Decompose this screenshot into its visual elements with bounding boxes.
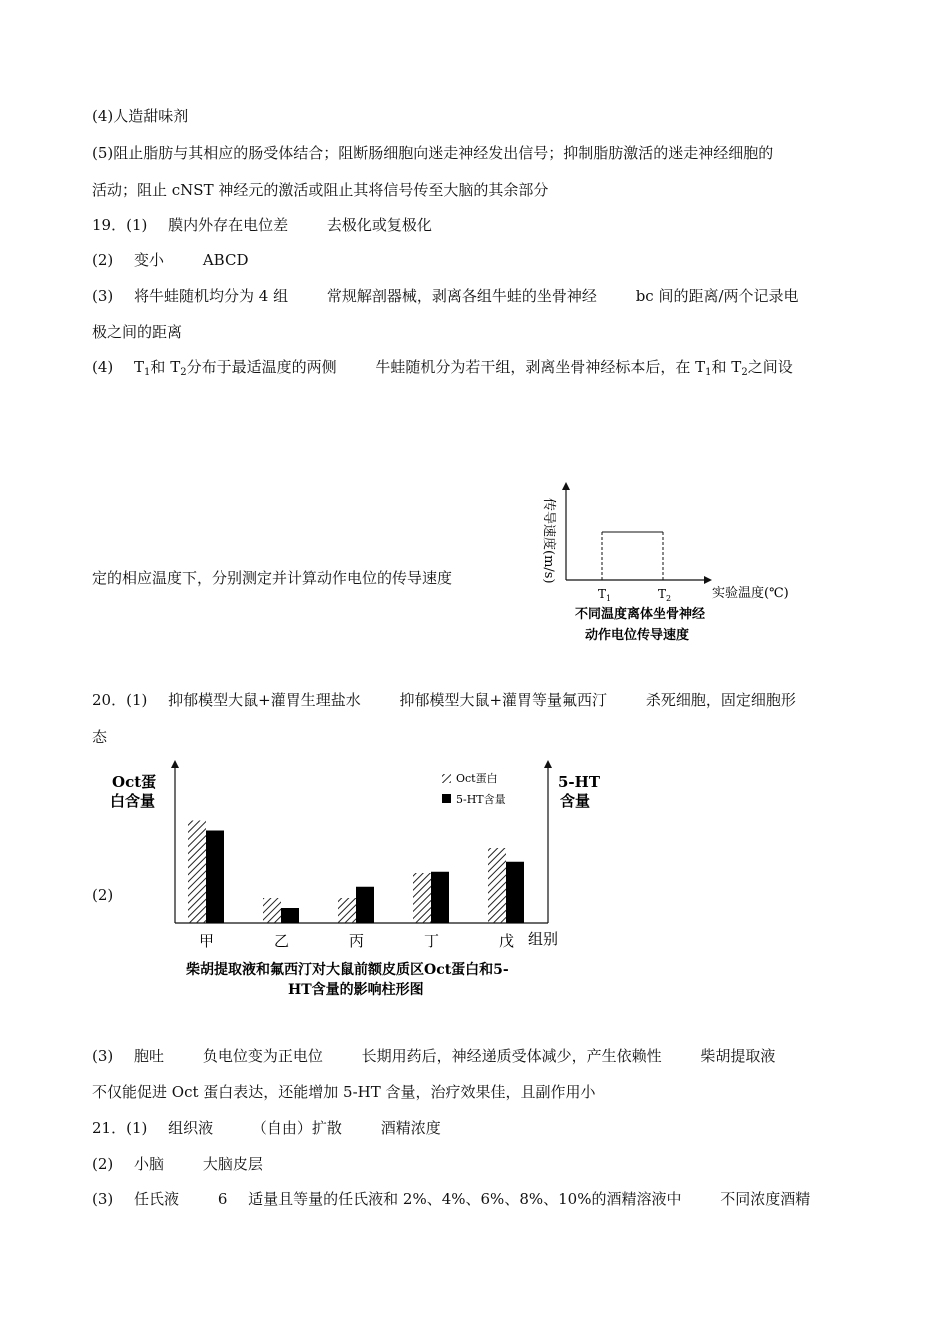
chart-title-2: HT含量的影响柱形图 — [288, 982, 424, 998]
answer-text: 分布于最适温度的两侧 — [186, 358, 337, 376]
subscript: 2 — [741, 367, 748, 378]
part-number: (2) — [92, 1155, 114, 1173]
category-label: 乙 — [274, 932, 290, 950]
answer-text: 6 — [217, 1190, 228, 1208]
t2-label: $T_2$ — [658, 587, 672, 603]
bar-5ht-4 — [506, 862, 524, 923]
x-axis-arrow — [704, 576, 712, 584]
bar-5ht-1 — [281, 908, 299, 923]
legend-oct-label: Oct蛋白 — [456, 772, 498, 785]
answer-text: 大脑皮层 — [202, 1155, 263, 1173]
right-y-label-2: 含量 — [560, 792, 591, 810]
bar-5ht-0 — [206, 831, 224, 924]
answer-text: 膜内外存在电位差 — [168, 216, 289, 234]
bar-oct-3 — [413, 873, 431, 923]
answer-19-4 — [92, 357, 793, 383]
answer-text: 抑郁模型大鼠+灌胃等量氟西汀 — [399, 691, 608, 709]
answer-text: （自由）扩散 — [251, 1119, 342, 1137]
answer-text: 胞吐 — [134, 1047, 165, 1065]
question-number: 19．(1) — [92, 216, 148, 234]
bar-5ht-3 — [431, 872, 449, 923]
left-y-label-1: Oct蛋 — [112, 773, 157, 791]
graph-caption-1: 不同温度离体坐骨神经 — [575, 607, 706, 622]
answer-text: bc 间的距离/两个记录电 — [635, 287, 799, 305]
subscript: 1 — [144, 367, 151, 378]
bar-oct-1 — [263, 898, 281, 923]
answer-20-3-cont: 不仅能促进 Oct 蛋白表达，还能增加 5-HT 含量，治疗效果佳，且副作用小 — [92, 1083, 596, 1101]
left-y-label-2: 白含量 — [110, 792, 156, 810]
part-number: (4) — [92, 358, 114, 376]
left-axis-arrow — [171, 760, 179, 768]
answer-text: 变小 — [134, 251, 165, 269]
answer-19-3-cont: 极之间的距离 — [92, 323, 183, 341]
answer-text: 常规解剖器械，剥离各组牛蛙的坐骨神经 — [326, 287, 597, 305]
chart-title-1: 柴胡提取液和氟西汀对大鼠前额皮质区Oct蛋白和5- — [186, 962, 509, 978]
x-axis-label: 实验温度(℃) — [712, 586, 789, 601]
answer-text: 不同浓度酒精 — [720, 1190, 811, 1208]
answer-text: 酒精浓度 — [380, 1119, 441, 1137]
conduction-speed-graph — [530, 478, 830, 648]
t1-label: $T_1$ — [598, 587, 612, 603]
answer-19-4-cont: 定的相应温度下，分别测定并计算动作电位的传导速度 — [92, 569, 453, 587]
legend-5ht-swatch — [442, 794, 451, 803]
answer-text: 和 T — [711, 358, 742, 376]
bar-5ht-2 — [356, 887, 374, 923]
answer-20-2-label: (2) — [92, 886, 114, 904]
answer-text: 去极化或复极化 — [326, 216, 432, 234]
part-number: (3) — [92, 1047, 114, 1065]
right-y-label-1: 5-HT — [558, 773, 600, 791]
question-number: 20．(1) — [92, 691, 148, 709]
answer-text: 负电位变为正电位 — [202, 1047, 323, 1065]
answer-20-1-cont: 态 — [92, 728, 108, 746]
answer-19-3 — [92, 286, 799, 306]
legend-oct-swatch — [442, 774, 451, 783]
answer-text: 牛蛙随机分为若干组，剥离坐骨神经标本后，在 T — [375, 358, 706, 376]
part-number: (3) — [92, 1190, 114, 1208]
answer-text: 将牛蛙随机均分为 4 组 — [134, 287, 289, 305]
answer-19-1 — [92, 215, 432, 235]
category-label: 戊 — [499, 932, 515, 950]
x-axis-label: 组别 — [528, 930, 559, 948]
bar-oct-0 — [188, 821, 206, 924]
answer-text: 之间设 — [747, 358, 793, 376]
legend-5ht-label: 5-HT含量 — [456, 793, 506, 806]
answer-21-2 — [92, 1154, 263, 1174]
part-number: (3) — [92, 287, 114, 305]
answer-text: 长期用药后，神经递质受体减少，产生依赖性 — [361, 1047, 662, 1065]
part-number: (2) — [92, 251, 114, 269]
answer-19-2 — [92, 250, 248, 270]
y-axis-label: 传导速度(m/s) — [541, 498, 556, 584]
answer-18-4: (4)人造甜味剂 — [92, 107, 189, 125]
subscript: 2 — [180, 367, 187, 378]
question-number: 21．(1) — [92, 1119, 148, 1137]
answer-text: 任氏液 — [134, 1190, 180, 1208]
subscript: 1 — [705, 367, 712, 378]
category-label: 甲 — [199, 932, 215, 950]
category-label: 丁 — [424, 932, 440, 950]
answer-20-3 — [92, 1046, 775, 1066]
answer-18-5-line2: 活动；阻止 cNST 神经元的激活或阻止其将信号传至大脑的其余部分 — [92, 181, 549, 199]
answer-18-5-line1: (5)阻止脂肪与其相应的肠受体结合；阻断肠细胞向迷走神经发出信号；抑制脂肪激活的迷走神经细胞的 — [92, 144, 774, 162]
t-label: 和 T — [150, 358, 181, 376]
answer-text: 组织液 — [168, 1119, 214, 1137]
answer-text: 柴胡提取液 — [700, 1047, 776, 1065]
answer-text: ABCD — [202, 251, 249, 269]
y-axis-arrow — [562, 482, 570, 490]
answer-text: 杀死细胞，固定细胞形 — [645, 691, 796, 709]
right-axis-arrow — [544, 760, 552, 768]
graph-caption-2: 动作电位传导速度 — [585, 628, 690, 643]
oct-5ht-bar-chart — [100, 750, 600, 1005]
answer-21-3 — [92, 1189, 810, 1209]
answer-text: 抑郁模型大鼠+灌胃生理盐水 — [168, 691, 361, 709]
category-label: 丙 — [349, 932, 365, 950]
bar-oct-4 — [488, 848, 506, 923]
answer-text: 小脑 — [134, 1155, 165, 1173]
t-label: T — [134, 358, 145, 376]
bar-oct-2 — [338, 898, 356, 923]
answer-text: 适量且等量的任氏液和 2%、4%、6%、8%、10%的酒精溶液中 — [248, 1190, 682, 1208]
answer-21-1 — [92, 1118, 441, 1138]
answer-20-1 — [92, 690, 796, 710]
